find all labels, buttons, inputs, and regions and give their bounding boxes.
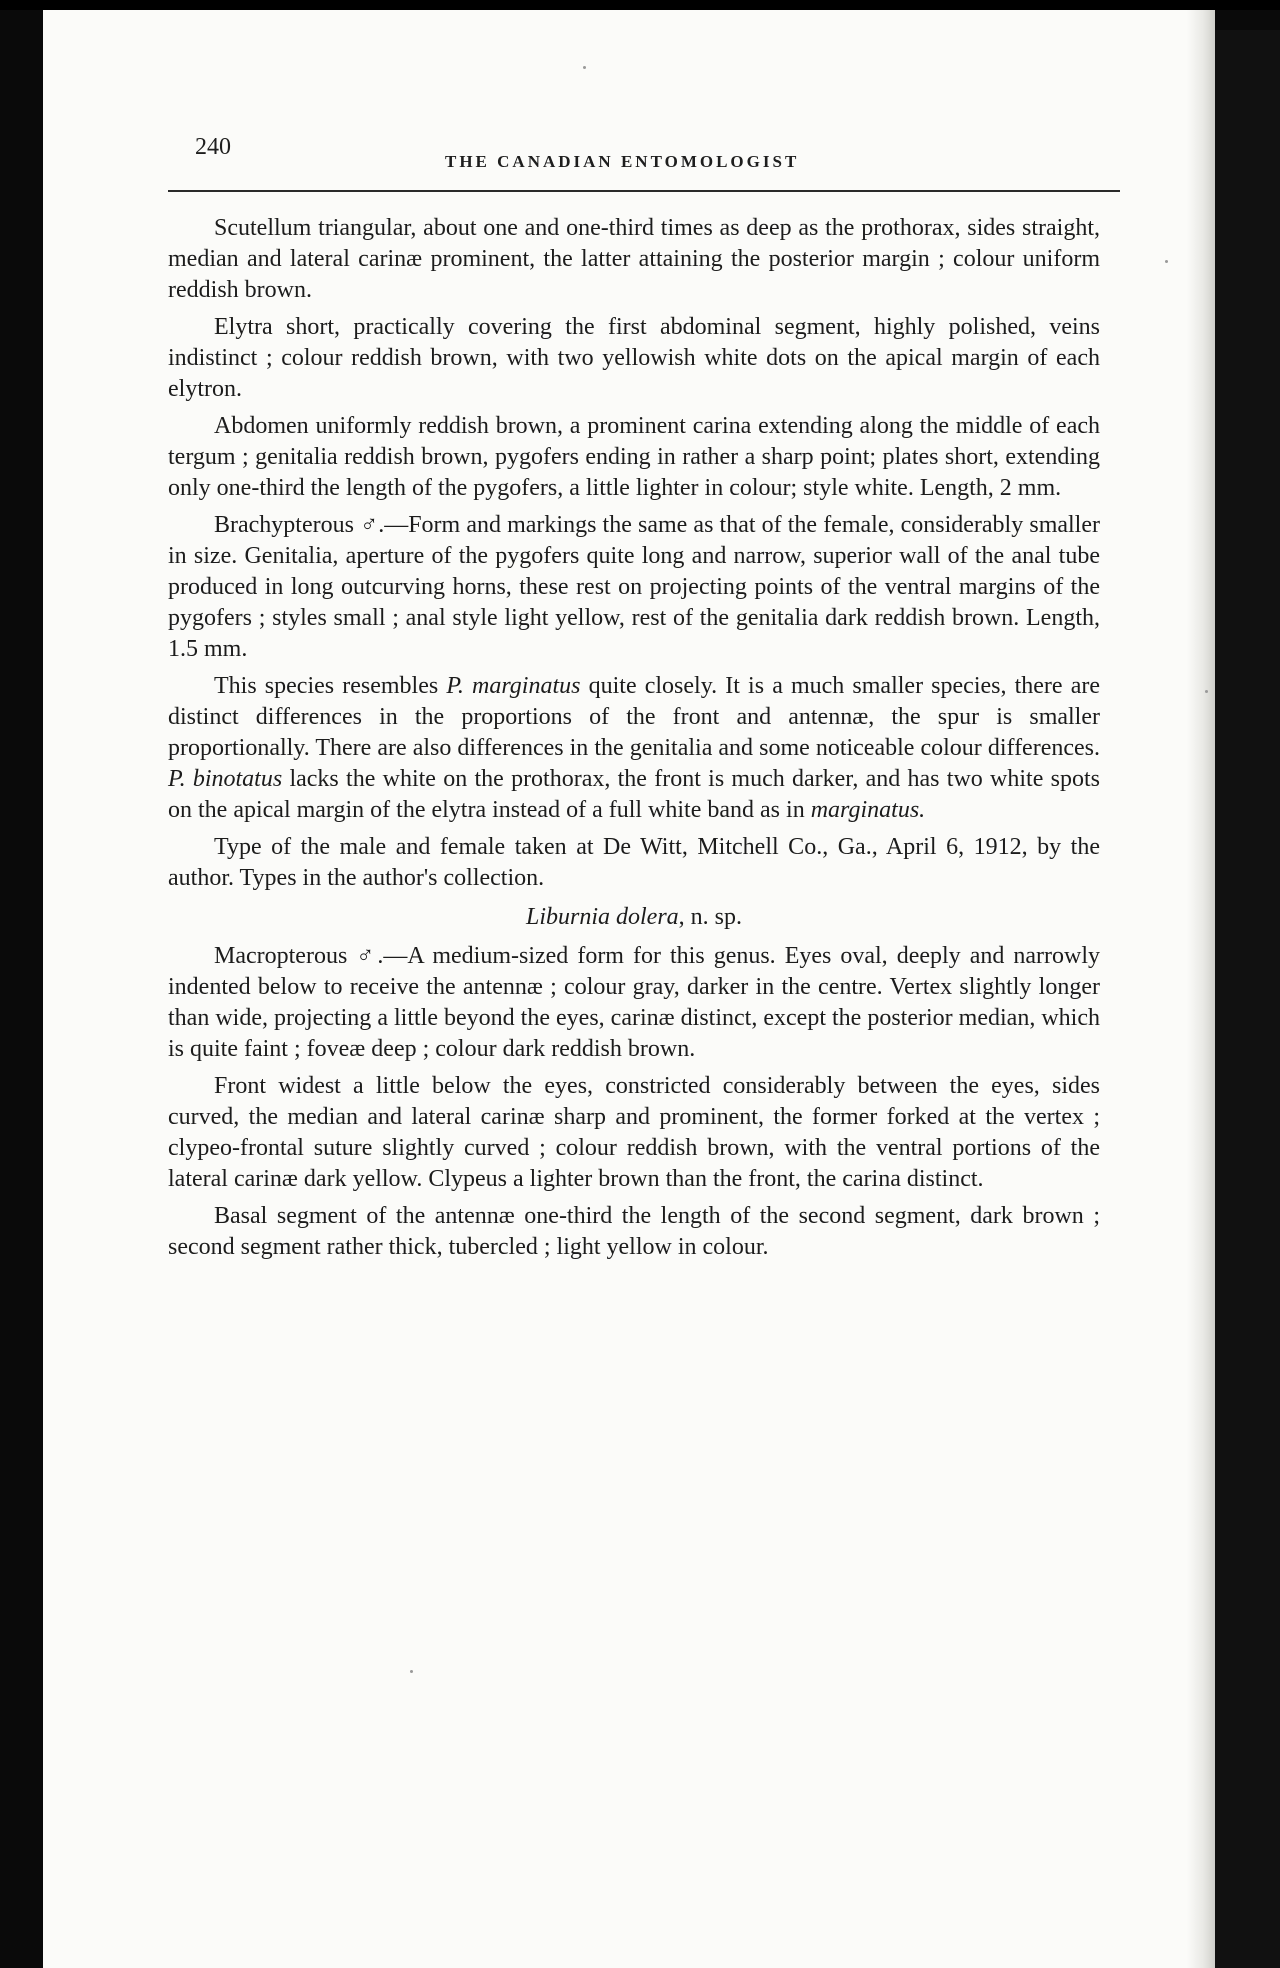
species-name-marginatus-2: marginatus. xyxy=(810,797,926,823)
paragraph-antennae: Basal segment of the antennæ one-third the length of the second segment, dark brown ; second segment rather thick, tubercled ; light yellow in colour. xyxy=(168,1203,1100,1260)
paragraph-front: Front widest a little below the eyes, constricted considerably between the eyes, sides curved, the median and lateral carinæ sharp and prominent, the former forked at the vertex ; clypeo-frontal suture slightly curved ; colour reddish brown, with the ventral portions of the lateral carinæ dark yellow. Clypeus a lighter brown than the front, the carina distinct. xyxy=(168,1073,1100,1192)
page-number: 240 xyxy=(195,134,231,160)
paragraph-elytra: Elytra short, practically covering the first abdominal segment, highly polished, veins indistinct ; colour reddish brown, with two yellowish white dots on the apical margin of each elytron. xyxy=(168,314,1100,402)
article-body xyxy=(168,213,1100,1269)
running-header xyxy=(195,134,1125,174)
scan-top-border xyxy=(0,0,1280,10)
journal-title: THE CANADIAN ENTOMOLOGIST xyxy=(445,152,800,171)
scan-speck xyxy=(1205,690,1208,693)
page-gutter-shadow xyxy=(1187,10,1215,1968)
header-rule xyxy=(168,190,1120,192)
comparison-text-c: lacks the white on the prothorax, the front is much darker, and has two white spots on the apical margin of the elytra instead of a full white band as in xyxy=(168,766,1100,823)
facing-page-edge xyxy=(1215,30,1280,1968)
comparison-text-b: quite closely. It is a much smaller species, there are distinct differences in the proportions of the front and antennæ, the spur is smaller proportionally. There are also differences in the genitalia and some noticeable colour differences. xyxy=(168,673,1101,761)
species-heading xyxy=(168,902,1100,933)
scan-speck xyxy=(1165,260,1168,263)
species-name-marginatus: P. marginatus xyxy=(446,673,581,699)
species-name-binotatus: P. binotatus xyxy=(168,766,283,792)
species-heading-name: Liburnia dolera xyxy=(525,904,679,930)
paragraph-brachypterous-male: Brachypterous ♂.—Form and markings the same as that of the female, considerably smaller in size. Genitalia, aperture of the pygofers quite long and narrow, superior wall of the anal tube produced in long outcurving horns, these rest on projecting points of the ventral margins of the pygofers ; styles small ; anal style light yellow, rest of the genitalia dark reddish brown. Length, 1.5 mm. xyxy=(168,512,1100,662)
paragraph-type-locality: Type of the male and female taken at De Witt, Mitchell Co., Ga., April 6, 1912, by the author. Types in the author's collection. xyxy=(168,834,1100,891)
paragraph-species-comparison xyxy=(168,671,1100,826)
species-heading-suffix: , n. sp. xyxy=(678,904,743,930)
paragraph-scutellum: Scutellum triangular, about one and one-third times as deep as the prothorax, sides straight, median and lateral carinæ prominent, the latter attaining the posterior margin ; colour uniform reddish brown. xyxy=(168,215,1100,303)
comparison-text-a: This species resembles xyxy=(214,673,447,699)
scan-speck xyxy=(583,66,586,69)
paragraph-abdomen: Abdomen uniformly reddish brown, a prominent carina extending along the middle of each tergum ; genitalia reddish brown, pygofers ending in rather a sharp point; plates short, extending only one-third the length of the pygofers, a little lighter in colour; style white. Length, 2 mm. xyxy=(168,413,1100,501)
scan-speck xyxy=(410,1670,413,1673)
paragraph-macropterous-male: Macropterous ♂.—A medium-sized form for this genus. Eyes oval, deeply and narrowly indented below to receive the antennæ ; colour gray, darker in the centre. Vertex slightly longer than wide, projecting a little beyond the eyes, carinæ distinct, except the posterior median, which is quite faint ; foveæ deep ; colour dark reddish brown. xyxy=(168,943,1100,1062)
